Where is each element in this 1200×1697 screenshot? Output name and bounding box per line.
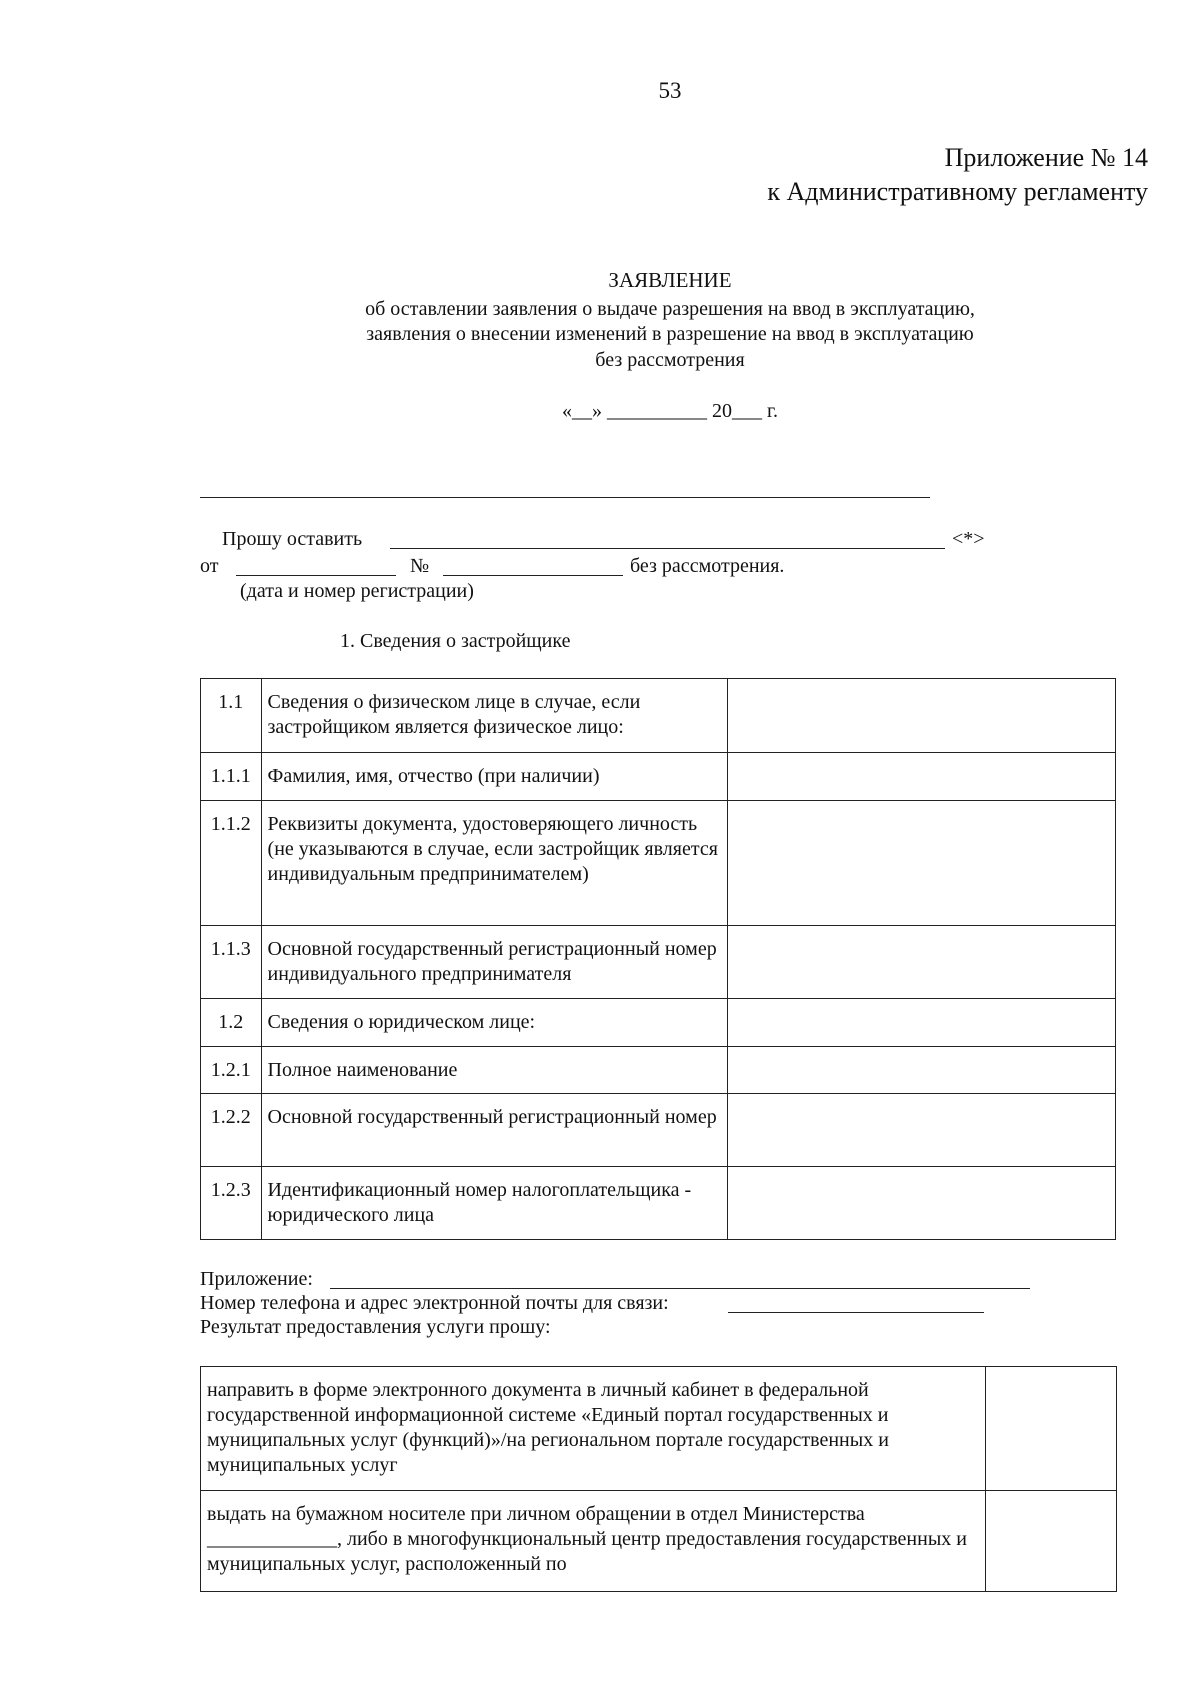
table-row <box>201 1491 1117 1592</box>
attachment-blank[interactable] <box>330 1288 1030 1289</box>
appendix-line-2: к Административному регламенту <box>767 177 1148 206</box>
row-description: Фамилия, имя, отчество (при наличии) <box>261 753 728 801</box>
contact-label: Номер телефона и адрес электронной почты для связи: <box>200 1292 669 1314</box>
footnote-marker: <*> <box>952 528 985 550</box>
table-row <box>201 679 1116 753</box>
attachment-label: Приложение: <box>200 1268 313 1290</box>
subtitle-line-2: заявления о внесении изменений в разрешение на ввод в эксплуатацию <box>366 323 974 345</box>
row-number: 1.2.1 <box>201 1047 262 1094</box>
date-line[interactable]: «__» __________ 20___ г. <box>562 400 778 422</box>
result-label: Результат предоставления услуги прошу: <box>200 1316 551 1338</box>
table-row <box>201 1094 1116 1167</box>
table-row <box>201 1167 1116 1240</box>
row-number: 1.1.3 <box>201 926 262 999</box>
table-row <box>201 926 1116 999</box>
row-description: Сведения о физическом лице в случае, если застройщиком является физическое лицо: <box>261 679 728 753</box>
page-number: 53 <box>658 78 682 103</box>
subtitle-line-1: об оставлении заявления о выдаче разрешения на ввод в эксплуатацию, <box>365 298 975 320</box>
row-description: Сведения о юридическом лице: <box>261 999 728 1047</box>
section-1-title: 1. Сведения о застройщике <box>340 630 571 652</box>
row-number: 1.2.3 <box>201 1167 262 1240</box>
from-label: от <box>200 555 219 577</box>
appendix-line-1: Приложение № 14 <box>944 143 1148 172</box>
row-value-cell[interactable] <box>728 1094 1116 1167</box>
row-description: Идентификационный номер налогоплательщика - юридического лица <box>261 1167 728 1240</box>
recipient-blank-line[interactable] <box>200 497 930 498</box>
result-option-checkbox[interactable] <box>986 1491 1117 1592</box>
row-value-cell[interactable] <box>728 926 1116 999</box>
subtitle-line-3: без рассмотрения <box>595 349 745 371</box>
table-row <box>201 801 1116 926</box>
row-value-cell[interactable] <box>728 999 1116 1047</box>
row-value-cell[interactable] <box>728 801 1116 926</box>
row-number: 1.1.1 <box>201 753 262 801</box>
table-row <box>201 1367 1117 1491</box>
row-number: 1.1 <box>201 679 262 753</box>
registration-hint: (дата и номер регистрации) <box>240 580 474 602</box>
document-title: ЗАЯВЛЕНИЕ <box>608 268 732 292</box>
row-description: Основной государственный регистрационный номер индивидуального предпринимателя <box>261 926 728 999</box>
row-number: 1.2.2 <box>201 1094 262 1167</box>
result-option-paper: выдать на бумажном носителе при личном обращении в отдел Министерства _____________, либо в многофункциональный центр предоставления государственных и муниципальных услуг, расположенный по <box>201 1491 986 1592</box>
applicant-table <box>200 678 1116 1240</box>
row-number: 1.1.2 <box>201 801 262 926</box>
without-review-text: без рассмотрения. <box>630 555 785 577</box>
registration-date-blank[interactable] <box>236 575 396 576</box>
number-sign: № <box>410 555 430 577</box>
table-row <box>201 753 1116 801</box>
document-name-blank[interactable] <box>390 548 945 549</box>
row-value-cell[interactable] <box>728 1167 1116 1240</box>
contact-blank[interactable] <box>728 1312 984 1313</box>
table-row <box>201 1047 1116 1094</box>
result-options-table <box>200 1366 1117 1592</box>
request-label: Прошу оставить <box>222 528 363 550</box>
registration-number-blank[interactable] <box>443 575 623 576</box>
row-value-cell[interactable] <box>728 753 1116 801</box>
table-row <box>201 999 1116 1047</box>
row-description: Реквизиты документа, удостоверяющего личность (не указываются в случае, если застройщик является индивидуальным предпринимателем) <box>261 801 728 926</box>
row-description: Полное наименование <box>261 1047 728 1094</box>
row-value-cell[interactable] <box>728 1047 1116 1094</box>
row-value-cell[interactable] <box>728 679 1116 753</box>
result-option-electronic: направить в форме электронного документа в личный кабинет в федеральной государственной информационной системе «Единый портал государственных и муниципальных услуг (функций)»/на региональном портале государственных и муниципальных услуг <box>201 1367 986 1491</box>
row-number: 1.2 <box>201 999 262 1047</box>
row-description: Основной государственный регистрационный номер <box>261 1094 728 1167</box>
result-option-checkbox[interactable] <box>986 1367 1117 1491</box>
